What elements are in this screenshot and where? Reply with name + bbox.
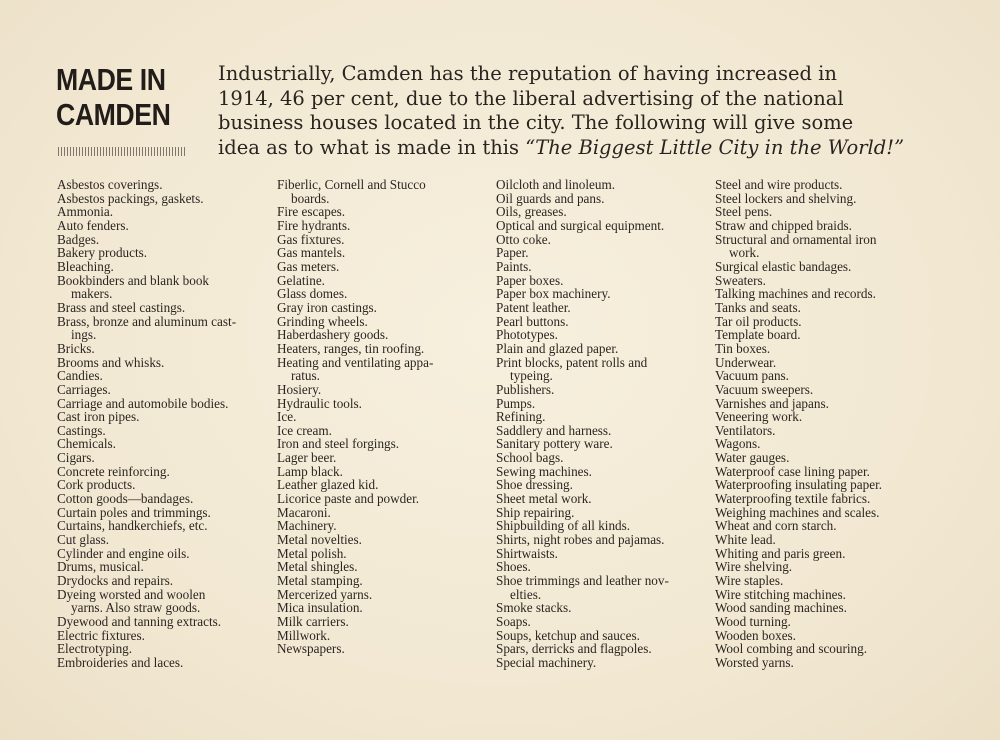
product-list-item: Millwork. <box>277 627 331 643</box>
intro-line-3: business houses located in the city. The following will give some <box>218 111 854 134</box>
decorative-rule <box>58 147 186 156</box>
product-list-item: Fiberlic, Cornell and Stucco <box>277 177 426 192</box>
product-list-item: Surgical elastic bandages. <box>715 258 852 274</box>
product-list-item: Brooms and whisks. <box>57 354 165 370</box>
product-list-item: Brass, bronze and aluminum cast- <box>57 313 237 329</box>
product-list-item: Tin boxes. <box>715 340 771 356</box>
product-list-item: Smoke stacks. <box>496 600 572 616</box>
product-list-item: Underwear. <box>715 354 777 370</box>
product-list-item: Phototypes. <box>496 327 558 343</box>
products-column-4 <box>715 178 930 670</box>
product-list-item: Sheet metal work. <box>496 491 592 507</box>
product-list-item: Shirtwaists. <box>496 545 558 561</box>
product-list-item: Wheat and corn starch. <box>715 518 837 534</box>
product-list-item: Talking machines and records. <box>715 286 876 302</box>
product-list-item: Bricks. <box>57 340 95 356</box>
product-list-item: Sweaters. <box>715 272 766 288</box>
title-line-1: MADE IN <box>56 62 166 97</box>
product-list-item: Weighing machines and scales. <box>715 504 880 520</box>
product-list-item: Hydraulic tools. <box>277 395 362 411</box>
product-list-item: Template board. <box>715 327 801 343</box>
product-list-item: Waterproofing insulating paper. <box>715 477 883 493</box>
product-list-item: Steel pens. <box>715 204 773 220</box>
product-list-item: Fire hydrants. <box>277 217 351 233</box>
product-list-item: Bakery products. <box>57 245 148 261</box>
intro-line-4-text: idea as to what is made in this <box>218 135 526 159</box>
product-list-item: Steel lockers and shelving. <box>715 190 857 206</box>
product-list-item: Sanitary pottery ware. <box>496 436 613 452</box>
intro-slogan: “The Biggest Little City in the World!” <box>525 135 905 159</box>
product-list-item: Ice cream. <box>277 422 332 438</box>
intro-line-1: Industrially, Camden has the reputation of having increased in <box>218 62 837 85</box>
product-list-item: Leather glazed kid. <box>277 477 379 493</box>
product-list-item: Paper box machinery. <box>496 286 611 302</box>
product-list-item: Structural and ornamental iron <box>715 231 877 247</box>
product-list-item: Electric fixtures. <box>57 627 145 643</box>
product-list-item: Oil guards and pans. <box>496 190 605 206</box>
product-list-item: Ship repairing. <box>496 504 575 520</box>
product-list-item: boards. <box>291 190 330 206</box>
product-list-item: Heaters, ranges, tin roofing. <box>277 340 425 356</box>
product-list-item: Special machinery. <box>496 654 597 670</box>
product-list-item: Water gauges. <box>715 450 790 466</box>
product-list-item: Bookbinders and blank book <box>57 272 210 288</box>
product-list-item: Publishers. <box>496 381 555 397</box>
product-list-item: Paper. <box>496 245 529 261</box>
intro-line-4 <box>218 136 933 161</box>
product-list-item: Shoes. <box>496 559 531 575</box>
product-list-item: Vacuum sweepers. <box>715 381 814 397</box>
product-list-item: Otto coke. <box>496 231 551 247</box>
product-list-item: Gas fixtures. <box>277 231 345 247</box>
product-list-item: Electrotyping. <box>57 641 133 657</box>
product-list-item: Bleaching. <box>57 258 114 274</box>
product-list-item: work. <box>729 245 760 261</box>
product-list-item: Steel and wire products. <box>715 177 843 192</box>
product-list-item: Tar oil products. <box>715 313 802 329</box>
product-list-item: Badges. <box>57 231 100 247</box>
product-list-item: Shoe dressing. <box>496 477 573 493</box>
product-list-item: Metal shingles. <box>277 559 358 575</box>
product-list-item: Heating and ventilating appa- <box>277 354 434 370</box>
product-list-item: Oils, greases. <box>496 204 567 220</box>
product-list-item: School bags. <box>496 450 564 466</box>
product-list-item: Gelatine. <box>277 272 325 288</box>
product-list-item: Gray iron castings. <box>277 299 377 315</box>
product-list-item: Wool combing and scouring. <box>715 641 868 657</box>
product-list-item: Hosiery. <box>277 381 322 397</box>
product-list-item: Mercerized yarns. <box>277 586 373 602</box>
intro-paragraph <box>218 62 933 160</box>
product-list-item: Ice. <box>277 409 297 425</box>
product-list-item: Cut glass. <box>57 532 110 548</box>
product-list-item: Concrete reinforcing. <box>57 463 170 479</box>
product-list-item: Soaps. <box>496 614 531 629</box>
product-list-item: Pearl buttons. <box>496 313 569 329</box>
product-list-item: Wire shelving. <box>715 559 793 575</box>
product-list-item: Chemicals. <box>57 436 116 452</box>
product-list-item: Shipbuilding of all kinds. <box>496 518 631 534</box>
product-list-item: Cast iron pipes. <box>57 409 140 425</box>
product-list-item: Paper boxes. <box>496 272 564 288</box>
product-list-item: Cork products. <box>57 477 136 493</box>
product-list-item: Tanks and seats. <box>715 299 801 315</box>
product-list-item: Mica insulation. <box>277 600 363 616</box>
product-list-item: Wood turning. <box>715 614 791 629</box>
product-list-item: Oilcloth and linoleum. <box>496 177 616 192</box>
product-list-item: Cigars. <box>57 450 95 466</box>
product-list-item: Whiting and paris green. <box>715 545 846 561</box>
product-list-item: Dyeing worsted and woolen <box>57 586 206 602</box>
product-list-item: Metal stamping. <box>277 573 363 589</box>
product-list-item: Haberdashery goods. <box>277 327 389 343</box>
product-list-item: Auto fenders. <box>57 217 129 233</box>
product-list-item: Worsted yarns. <box>715 654 794 670</box>
product-list-item: Optical and surgical equipment. <box>496 217 665 233</box>
product-list-item: Brass and steel castings. <box>57 299 186 315</box>
product-list-item: Shoe trimmings and leather nov- <box>496 573 669 589</box>
product-list-item: Carriages. <box>57 381 111 397</box>
product-list-item: Castings. <box>57 422 106 438</box>
product-list-item: Drydocks and repairs. <box>57 573 174 589</box>
product-list-item: Ventilators. <box>715 422 776 438</box>
product-list-item: Paints. <box>496 258 532 274</box>
product-list-item: Patent leather. <box>496 299 571 315</box>
product-list-item: Vacuum pans. <box>715 368 789 384</box>
product-list-item: Newspapers. <box>277 641 345 657</box>
product-list-item: Dyewood and tanning extracts. <box>57 614 222 629</box>
product-list-item: Glass domes. <box>277 286 348 302</box>
product-list-item: Spars, derricks and flagpoles. <box>496 641 652 657</box>
product-list-item: Lamp black. <box>277 463 343 479</box>
product-list-item: yarns. Also straw goods. <box>71 600 201 616</box>
page-title <box>56 62 172 132</box>
product-list-item: Metal novelties. <box>277 532 362 548</box>
title-line-2: CAMDEN <box>56 97 171 132</box>
products-column-1 <box>57 178 267 670</box>
product-list-item: Candies. <box>57 368 103 384</box>
product-list-item: Asbestos coverings. <box>57 177 163 192</box>
product-list-item: Pumps. <box>496 395 536 411</box>
product-list-item: Waterproofing textile fabrics. <box>715 491 871 507</box>
product-list-item: Straw and chipped braids. <box>715 217 852 233</box>
product-list-item: Asbestos packings, gaskets. <box>57 190 204 206</box>
product-list-item: Lager beer. <box>277 450 337 466</box>
product-list-item: Shirts, night robes and pajamas. <box>496 532 665 548</box>
product-list-item: Cylinder and engine oils. <box>57 545 190 561</box>
product-list-item: Wire staples. <box>715 573 784 589</box>
product-list-item: makers. <box>71 286 113 302</box>
intro-line-2: 1914, 46 per cent, due to the liberal advertising of the national <box>218 86 844 110</box>
product-list-item: ings. <box>71 327 97 343</box>
product-list-item: Refining. <box>496 409 546 425</box>
product-list-item: Waterproof case lining paper. <box>715 463 870 479</box>
product-list-item: Cotton goods—bandages. <box>57 491 194 507</box>
product-list-item: Drums, musical. <box>57 559 144 575</box>
product-list-item: Iron and steel forgings. <box>277 436 400 452</box>
product-list-item: Metal polish. <box>277 545 347 561</box>
product-list-item: Print blocks, patent rolls and <box>496 354 648 370</box>
product-list-item: Licorice paste and powder. <box>277 491 420 507</box>
product-list-item: Gas mantels. <box>277 245 346 261</box>
product-list-item: Wagons. <box>715 436 761 452</box>
product-list-item: Soups, ketchup and sauces. <box>496 627 640 643</box>
product-list-item: Plain and glazed paper. <box>496 340 619 356</box>
products-column-2 <box>277 178 489 656</box>
product-list-item: Macaroni. <box>277 504 331 520</box>
product-list-item: Fire escapes. <box>277 204 346 220</box>
product-list-item: Curtains, handkerchiefs, etc. <box>57 518 208 534</box>
product-list-item: Sewing machines. <box>496 463 592 479</box>
product-list-item: Saddlery and harness. <box>496 422 612 438</box>
product-list-item: Gas meters. <box>277 258 340 274</box>
product-list-item: Curtain poles and trimmings. <box>57 504 211 520</box>
product-list-item: White lead. <box>715 532 776 548</box>
product-list-item: Veneering work. <box>715 409 803 425</box>
product-list-item: Grinding wheels. <box>277 313 368 329</box>
product-list-item: Wooden boxes. <box>715 627 796 643</box>
product-list-item: Wire stitching machines. <box>715 586 846 602</box>
product-list-item: Carriage and automobile bodies. <box>57 395 229 411</box>
product-list-item: Varnishes and japans. <box>715 395 829 411</box>
product-list-item: Milk carriers. <box>277 614 349 629</box>
product-list-item: Ammonia. <box>57 204 114 220</box>
product-list-item: typeing. <box>510 368 553 384</box>
products-column-3 <box>496 178 708 670</box>
product-list-item: Machinery. <box>277 518 337 534</box>
product-list-item: elties. <box>510 586 542 602</box>
product-list-item: Embroideries and laces. <box>57 654 184 670</box>
product-list-item: Wood sanding machines. <box>715 600 847 616</box>
product-list-item: ratus. <box>291 368 320 384</box>
